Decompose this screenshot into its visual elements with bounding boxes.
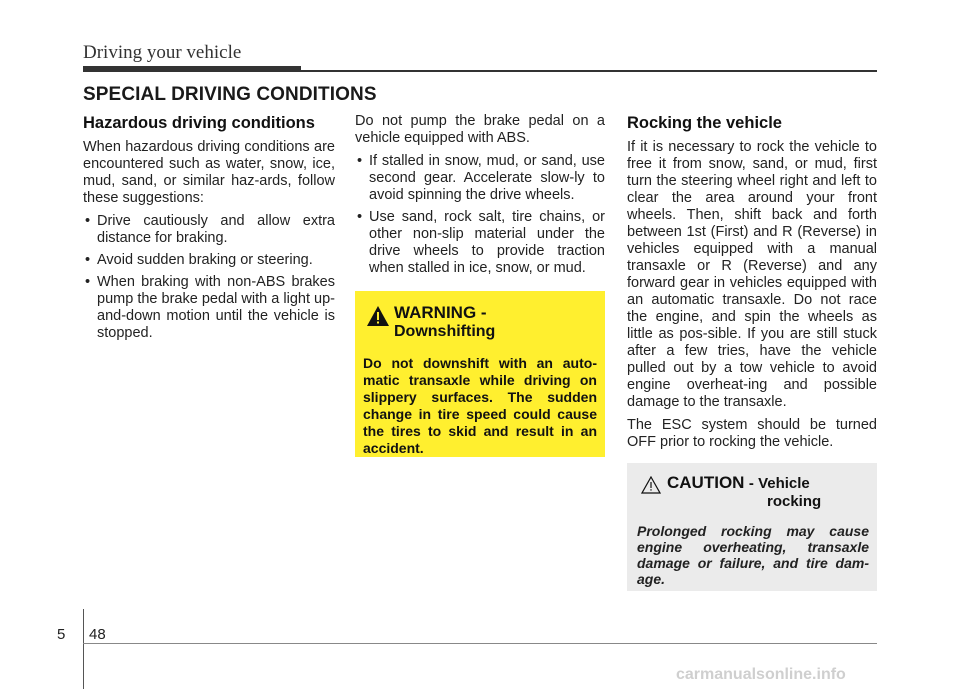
- hazardous-list: [83, 213, 335, 342]
- caution-text: Prolonged rocking may cause engine overheating, transaxle damage or failure, and tire dam-age.: [637, 523, 869, 587]
- hazardous-intro: When hazardous driving conditions are encountered such as water, snow, ice, mud, sand, or similar haz-ards, follow these suggestions:: [83, 139, 335, 206]
- warning-subtitle: Downshifting: [394, 323, 496, 340]
- header-rule-thin: [83, 70, 877, 72]
- column-hazardous: [83, 113, 335, 347]
- caution-subtitle-2: rocking: [767, 493, 822, 510]
- abs-list: [355, 153, 605, 277]
- rocking-para-1: If it is necessary to rock the vehicle to free it from snow, sand, or mud, first turn the steering wheel right and left to clear the area around your front wheels. Then, shift back and forth between 1st (First) and R (Reverse) in vehicles equipped with a manual transaxle or R (Reverse) and any forward gear in vehicles equipped with an automatic transaxle. Do not race the engine, and spin the wheels as little as pos-sible. If you are still stuck after a few tries, have the vehicle pulled out by a tow vehicle to avoid engine overheat-ing and possible damage to the transaxle.: [627, 139, 877, 410]
- list-item: • If stalled in snow, mud, or sand, use second gear. Accelerate slow-ly to avoid spinning the drive wheels.: [355, 153, 605, 204]
- list-item: • Drive cautiously and allow extra distance for braking.: [83, 213, 335, 247]
- running-header: Driving your vehicle: [83, 42, 242, 63]
- list-item: • When braking with non-ABS brakes pump the brake pedal with a light up-and-down motion until the vehicle is stopped.: [83, 274, 335, 342]
- chapter-number: 5: [57, 626, 66, 643]
- caution-header: [637, 473, 869, 517]
- list-item: • Avoid sudden braking or steering.: [83, 252, 335, 269]
- abs-intro: Do not pump the brake pedal on a vehicle equipped with ABS.: [355, 113, 605, 146]
- caution-word: CAUTION: [667, 473, 745, 492]
- page-number: 48: [89, 626, 106, 643]
- warning-title: WARNING -: [394, 303, 487, 322]
- warning-box: [355, 291, 605, 457]
- warning-header: [363, 303, 597, 349]
- caution-triangle-icon: [641, 476, 661, 494]
- list-item: • Use sand, rock salt, tire chains, or other non-slip material under the drive wheels to provide traction when stalled in ice, snow, or mud.: [355, 209, 605, 277]
- footer-horizontal-line: [83, 643, 877, 644]
- rocking-heading: Rocking the vehicle: [627, 114, 782, 132]
- section-title: SPECIAL DRIVING CONDITIONS: [83, 84, 377, 105]
- footer-vertical-line: [83, 609, 84, 689]
- rocking-para-2: The ESC system should be turned OFF prior to rocking the vehicle.: [627, 417, 877, 450]
- column-rocking: [627, 113, 877, 457]
- caution-subtitle: - Vehicle: [748, 475, 810, 492]
- column-abs: [355, 113, 605, 282]
- warning-text: Do not downshift with an auto-matic transaxle while driving on slippery surfaces. The sudden change in tire speed could cause the tires to skid and result in an accident.: [363, 355, 597, 456]
- warning-triangle-icon: [366, 305, 390, 327]
- watermark: carmanualsonline.info: [676, 666, 846, 683]
- hazardous-heading: Hazardous driving conditions: [83, 114, 315, 132]
- caution-box: [627, 463, 877, 591]
